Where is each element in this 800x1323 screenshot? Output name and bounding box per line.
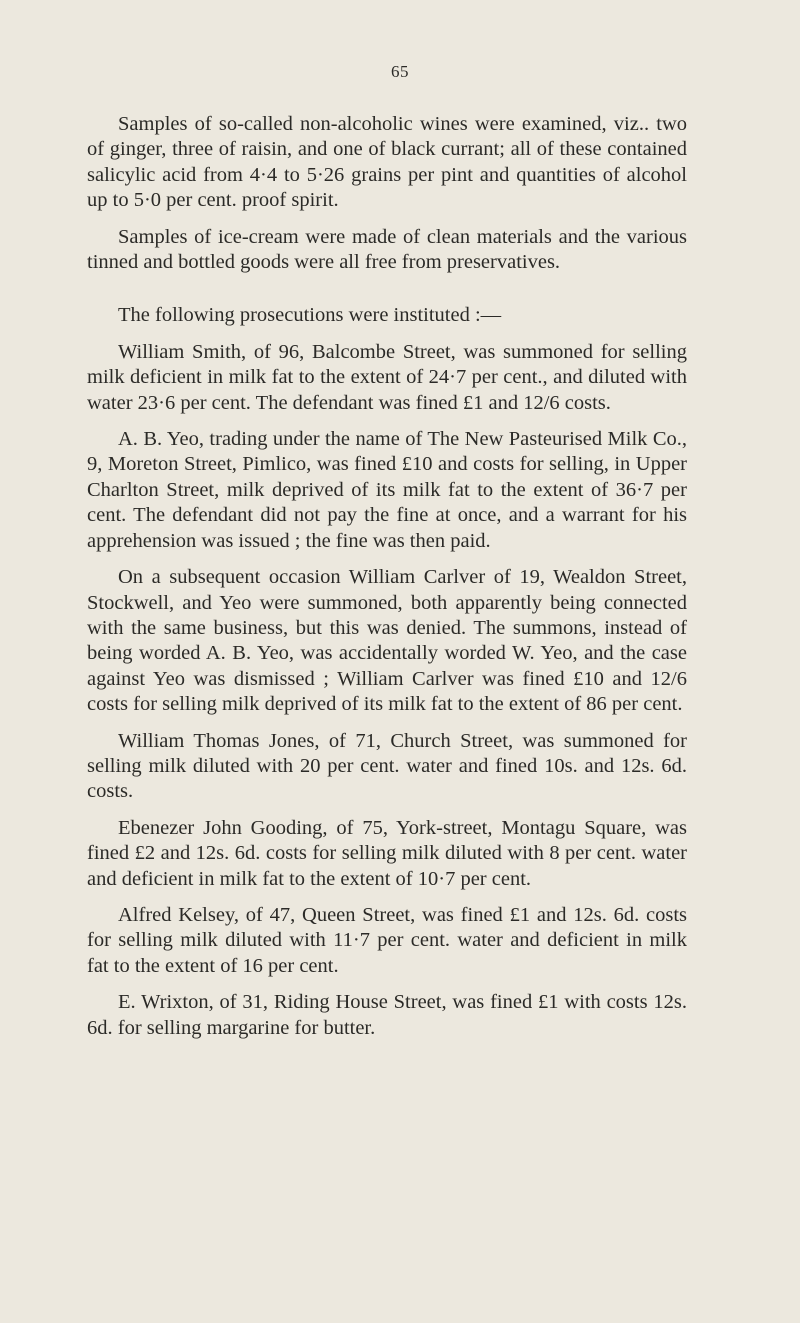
paragraph-a-b-yeo: A. B. Yeo, trading under the name of The New Pasteurised Milk Co., 9, Moreton Street, Pimlico, was fined £10 and costs for selling, in Upper Charlton Street, milk deprived of its milk fat to the extent of 36·7 per cent. The defendant did not pay the fine at once, and a warrant for his apprehension was issued ; the fine was then paid. xyxy=(87,428,687,552)
paragraph-william-thomas-jones: William Thomas Jones, of 71, Church Street, was summoned for selling milk diluted with 20 per cent. water and fined 10s. and 12s. 6d. costs. xyxy=(87,729,687,803)
paragraph-carlver-yeo: On a subsequent occasion William Carlver of 19, Wealdon Street, Stockwell, and Yeo were summoned, both apparently being connected with the same business, but this was denied. The summons, instead of being worded A. B. Yeo, was accidentally worded W. Yeo, and the case against Yeo was dismissed ; William Carlver was fined £10 and 12/6 costs for selling milk deprived of its milk fat to the extent of 86 per cent. xyxy=(87,566,687,716)
paragraph-alfred-kelsey: Alfred Kelsey, of 47, Queen Street, was fined £1 and 12s. 6d. costs for selling milk diluted with 11·7 per cent. water and deficient in milk fat to the extent of 16 per cent. xyxy=(87,903,687,977)
paragraph-non-alcoholic-wines: Samples of so-called non-alcoholic wines were examined, viz.. two of ginger, three of raisin, and one of black currant; all of these contained salicylic acid from 4·4 to 5·26 grains per pint and quantities of alcohol up to 5·0 per cent. proof spirit. xyxy=(87,113,687,212)
paragraph-prosecutions-intro: The following prosecutions were instituted :— xyxy=(118,304,502,327)
paragraph-william-smith: William Smith, of 96, Balcombe Street, was summoned for selling milk deficient in milk fat to the extent of 24·7 per cent., and diluted with water 23·6 per cent. The defendant was fined £1 and 12/6 costs. xyxy=(87,340,687,414)
page-number: 65 xyxy=(391,62,409,81)
paragraph-ebenezer-john-gooding: Ebenezer John Gooding, of 75, York-street, Montagu Square, was fined £2 and 12s. 6d. costs for selling milk diluted with 8 per cent. water and deficient in milk fat to the extent of 10·7 per cent. xyxy=(87,816,687,890)
document-body xyxy=(87,112,687,1041)
paragraph-e-wrixton: E. Wrixton, of 31, Riding House Street, was fined £1 with costs 12s. 6d. for selling margarine for butter. xyxy=(87,991,687,1039)
paragraph-ice-cream: Samples of ice-cream were made of clean materials and the various tinned and bottled goods were all free from preservatives. xyxy=(87,225,687,274)
